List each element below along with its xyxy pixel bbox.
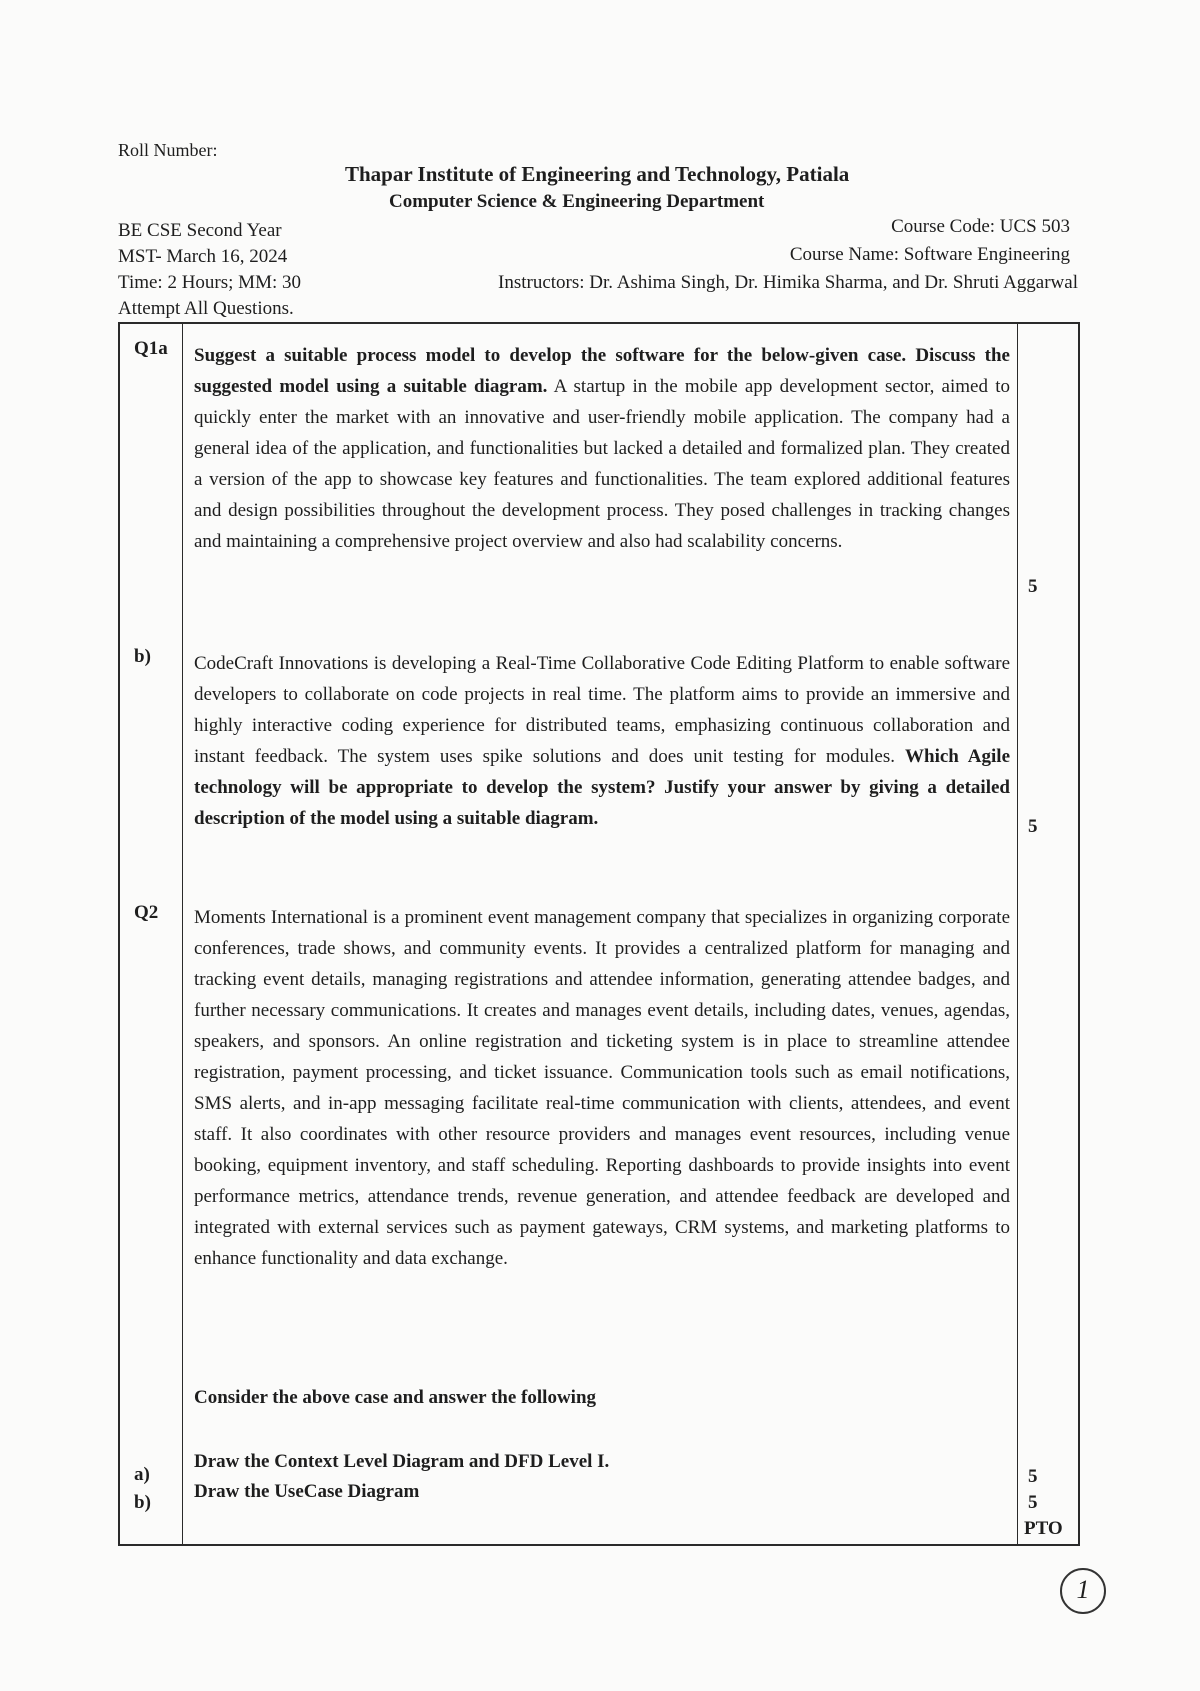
q1a-marks: 5 [1028,576,1038,597]
question-table [118,322,1080,1546]
q2a-text: Draw the Context Level Diagram and DFD Level I. [194,1451,610,1472]
q1b-text [194,648,1010,834]
q1a-case: A startup in the mobile app development sector, aimed to quickly enter the market with an innovative and user-friendly mobile application. The company had a general idea of the application, and functionalities but lacked a detailed and formalized plan. They created a version of the app to showcase key features and functionalities. The team explored additional features and design possibilities throughout the development process. They posed challenges in tracking changes and maintaining a comprehensive project overview and also had scalability concerns. [194,376,1011,552]
q2-consider: Consider the above case and answer the following [194,1387,597,1408]
roll-number-label: Roll Number: [118,140,218,160]
column-divider-left [182,324,183,1544]
q1a-text [194,340,1010,557]
exam-date: MST- March 16, 2024 [118,246,288,267]
q2-case: Moments International is a prominent event management company that specializes in organizing corporate conferences, trade shows, and community events. It provides a centralized platform for managing and tracking event details, managing registrations and attendee information, generating attendee badges, and further necessary communications. It creates and manages event details, including dates, venues, agendas, speakers, and sponsors. An online registration and ticketing system is in place to streamline attendee registration, payment processing, and ticket issuance. Communication tools such as email notifications, SMS alerts, and in-app messaging facilitate real-time communication with clients, attendees, and event staff. It also coordinates with other resource providers and manages event resources, including venue booking, equipment inventory, and staff scheduling. Reporting dashboards to provide insights into event performance metrics, attendance trends, revenue generation, and attendee feedback are developed and integrated with external services such as payment gateways, CRM systems, and marketing platforms to enhance functionality and data exchange. [194,907,1010,1269]
course-name: Course Name: Software Engineering [789,244,1070,265]
instructions-label: Attempt All Questions. [118,298,294,319]
time-marks: Time: 2 Hours; MM: 30 [118,272,301,293]
program-label: BE CSE Second Year [118,220,282,241]
q2b-text: Draw the UseCase Diagram [194,1481,420,1502]
q1b-prompt: Which Agile technology will be appropriate to develop the system? Justify your answer by giving a detailed description of the model using a suitable diagram. [194,746,1011,829]
department-name: Computer Science & Engineering Department [389,191,765,212]
page-number: 1 [1060,1568,1106,1614]
column-divider-right [1017,324,1018,1544]
pto-label: PTO [1024,1518,1063,1539]
q2a-marks: 5 [1028,1466,1038,1487]
q2a-label: a) [134,1464,150,1485]
q1b-marks: 5 [1028,816,1038,837]
q2b-label: b) [134,1492,151,1513]
q1a-label: Q1a [134,338,168,359]
q1b-case: CodeCraft Innovations is developing a Real-Time Collaborative Code Editing Platform to enable software developers to collaborate on code projects in real time. The platform aims to provide an immersive and highly interactive coding experience for distributed teams, emphasizing continuous collaboration and instant feedback. The system uses spike solutions and does unit testing for modules. [194,653,1010,767]
q1a-prompt: Suggest a suitable process model to develop the software for the below-given case. Discuss the suggested model using a suitable diagram. [194,345,1010,397]
instructors: Instructors: Dr. Ashima Singh, Dr. Himika Sharma, and Dr. Shruti Aggarwal [498,272,1078,293]
q2-label: Q2 [134,902,159,923]
course-code: Course Code: UCS 503 [891,216,1070,237]
q2b-marks: 5 [1028,1492,1038,1513]
q1b-label: b) [134,646,151,667]
institute-name: Thapar Institute of Engineering and Technology, Patiala [345,162,850,186]
